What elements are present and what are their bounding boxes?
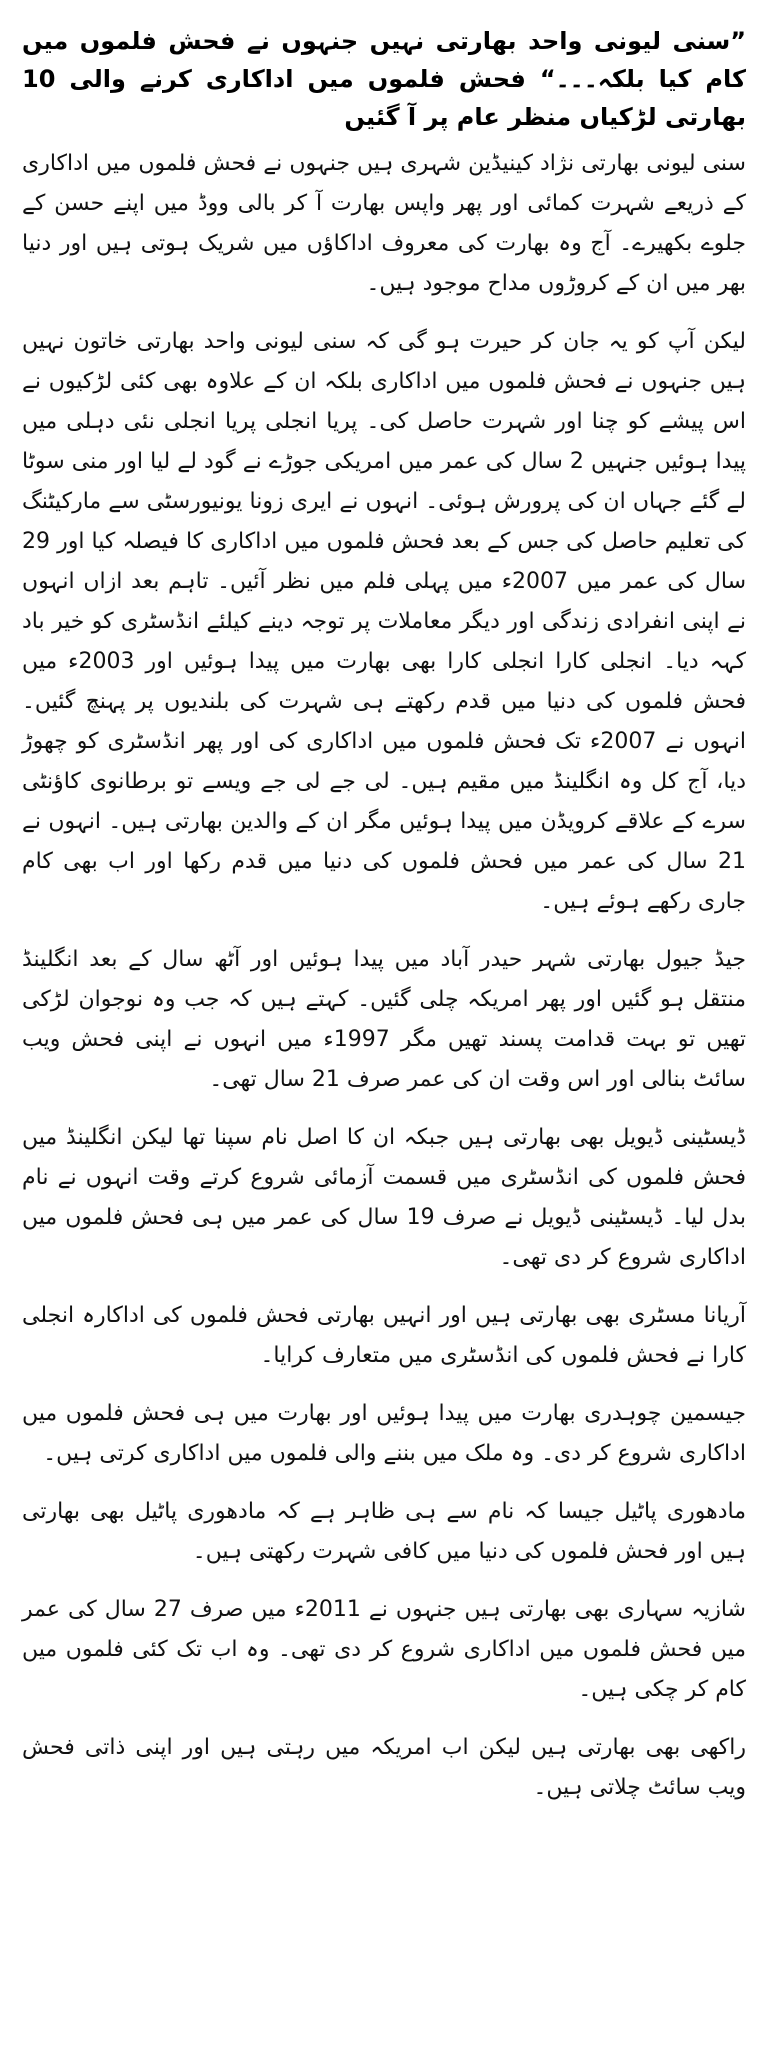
paragraph-ariana-mistry: آریانا مسٹری بھی بھارتی ہیں اور انہیں بھارتی فحش فلموں کی اداکارہ انجلی کارا نے فحش فلموں کی انڈسٹری میں متعارف کرایا۔: [22, 1303, 746, 1368]
paragraph-jasmine-chaudhry: جیسمین چوہدری بھارت میں پیدا ہوئیں اور بھارت میں ہی فحش فلموں میں اداکاری شروع کر دی۔ وہ ملک میں بننے والی فلموں میں اداکاری کرتی ہیں۔: [22, 1401, 746, 1466]
article-headline: ”سنی لیونی واحد بھارتی نہیں جنہوں نے فحش فلموں میں کام کیا بلکہ۔۔۔“ فحش فلموں میں اداکاری کرنے والی 10 بھارتی لڑکیاں منظر عام پر آ گئیں: [22, 27, 746, 131]
paragraph-madhuri-patel: مادھوری پاٹیل جیسا کہ نام سے ہی ظاہر ہے کہ مادھوری پاٹیل بھی بھارتی ہیں اور فحش فلموں کی دنیا میں کافی شہرت رکھتی ہیں۔: [22, 1499, 746, 1564]
paragraph-jade-jewel: جیڈ جیول بھارتی شہر حیدر آباد میں پیدا ہوئیں اور آٹھ سال کے بعد انگلینڈ منتقل ہو گئیں اور پھر امریکہ چلی گئیں۔ کہتے ہیں کہ جب وہ نوجوان لڑکی تھیں تو بہت قدامت پسند تھیں مگر 1997ء میں انہوں نے اپنی فحش ویب سائٹ بنالی اور اس وقت ان کی عمر صرف 21 سال تھی۔: [22, 947, 746, 1092]
paragraph-destiny-deville: ڈیسٹینی ڈیویل بھی بھارتی ہیں جبکہ ان کا اصل نام سپنا تھا لیکن انگلینڈ میں فحش فلموں کی انڈسٹری میں قسمت آزمائی شروع کرتے وقت انہوں نے نام بدل لیا۔ ڈیسٹینی ڈیویل نے صرف 19 سال کی عمر میں ہی فحش فلموں میں اداکاری شروع کر دی تھی۔: [22, 1125, 746, 1270]
paragraph-priya-angali-angela-lee: لیکن آپ کو یہ جان کر حیرت ہو گی کہ سنی لیونی واحد بھارتی خاتون نہیں ہیں جنہوں نے فحش فلموں میں اداکاری بلکہ ان کے علاوہ بھی کئی لڑکیوں نے اس پیشے کو چنا اور شہرت حاصل کی۔ پریا انجلی پریا انجلی نئی دہلی میں پیدا ہوئیں جنہیں 2 سال کی عمر میں امریکی جوڑے نے گود لے لیا اور منی سوٹا لے گئے جہاں ان کی پرورش ہوئی۔ انہوں نے ایری زونا یونیورسٹی سے مارکیٹنگ کی تعلیم حاصل کی جس کے بعد فحش فلموں میں اداکاری کا فیصلہ کیا اور 29 سال کی عمر میں 2007ء میں پہلی فلم میں نظر آئیں۔ تاہم بعد ازاں انہوں نے اپنی انفرادی زندگی اور دیگر معاملات پر توجہ دینے کیلئے انڈسٹری کو خیر باد کہہ دیا۔ انجلی کارا انجلی کارا بھی بھارت میں پیدا ہوئیں اور 2003ء میں فحش فلموں کی دنیا میں قدم رکھتے ہی شہرت کی بلندیوں پر پہنچ گئیں۔ انہوں نے 2007ء تک فحش فلموں میں اداکاری کی اور پھر انڈسٹری کو چھوڑ دیا، آج کل وہ انگلینڈ میں مقیم ہیں۔ لی جے لی جے ویسے تو برطانوی کاؤنٹی سرے کے علاقے کرویڈن میں پیدا ہوئیں مگر ان کے والدین بھارتی ہیں۔ انہوں نے 21 سال کی عمر میں فحش فلموں کی دنیا میں قدم رکھا اور اب بھی کام جاری رکھے ہوئے ہیں۔: [22, 329, 746, 914]
paragraph-sunny-leone: سنی لیونی بھارتی نژاد کینیڈین شہری ہیں جنہوں نے فحش فلموں میں اداکاری کے ذریعے شہرت کمائی اور پھر واپس بھارت آ کر بالی ووڈ میں اپنے حسن کے جلوے بکھیرے۔ آج وہ بھارت کی معروف اداکاؤں میں شریک ہوتی ہیں اور دنیا بھر میں ان کے کروڑوں مداح موجود ہیں۔: [22, 151, 746, 296]
paragraph-shazia-sahari: شازیہ سہاری بھی بھارتی ہیں جنہوں نے 2011ء میں صرف 27 سال کی عمر میں فحش فلموں میں اداکاری شروع کر دی تھی۔ وہ اب تک کئی فلموں میں کام کر چکی ہیں۔: [22, 1597, 746, 1702]
paragraph-rakhi: راکھی بھی بھارتی ہیں لیکن اب امریکہ میں رہتی ہیں اور اپنی ذاتی فحش ویب سائٹ چلاتی ہیں۔: [22, 1735, 746, 1800]
article-body: [22, 22, 746, 1826]
